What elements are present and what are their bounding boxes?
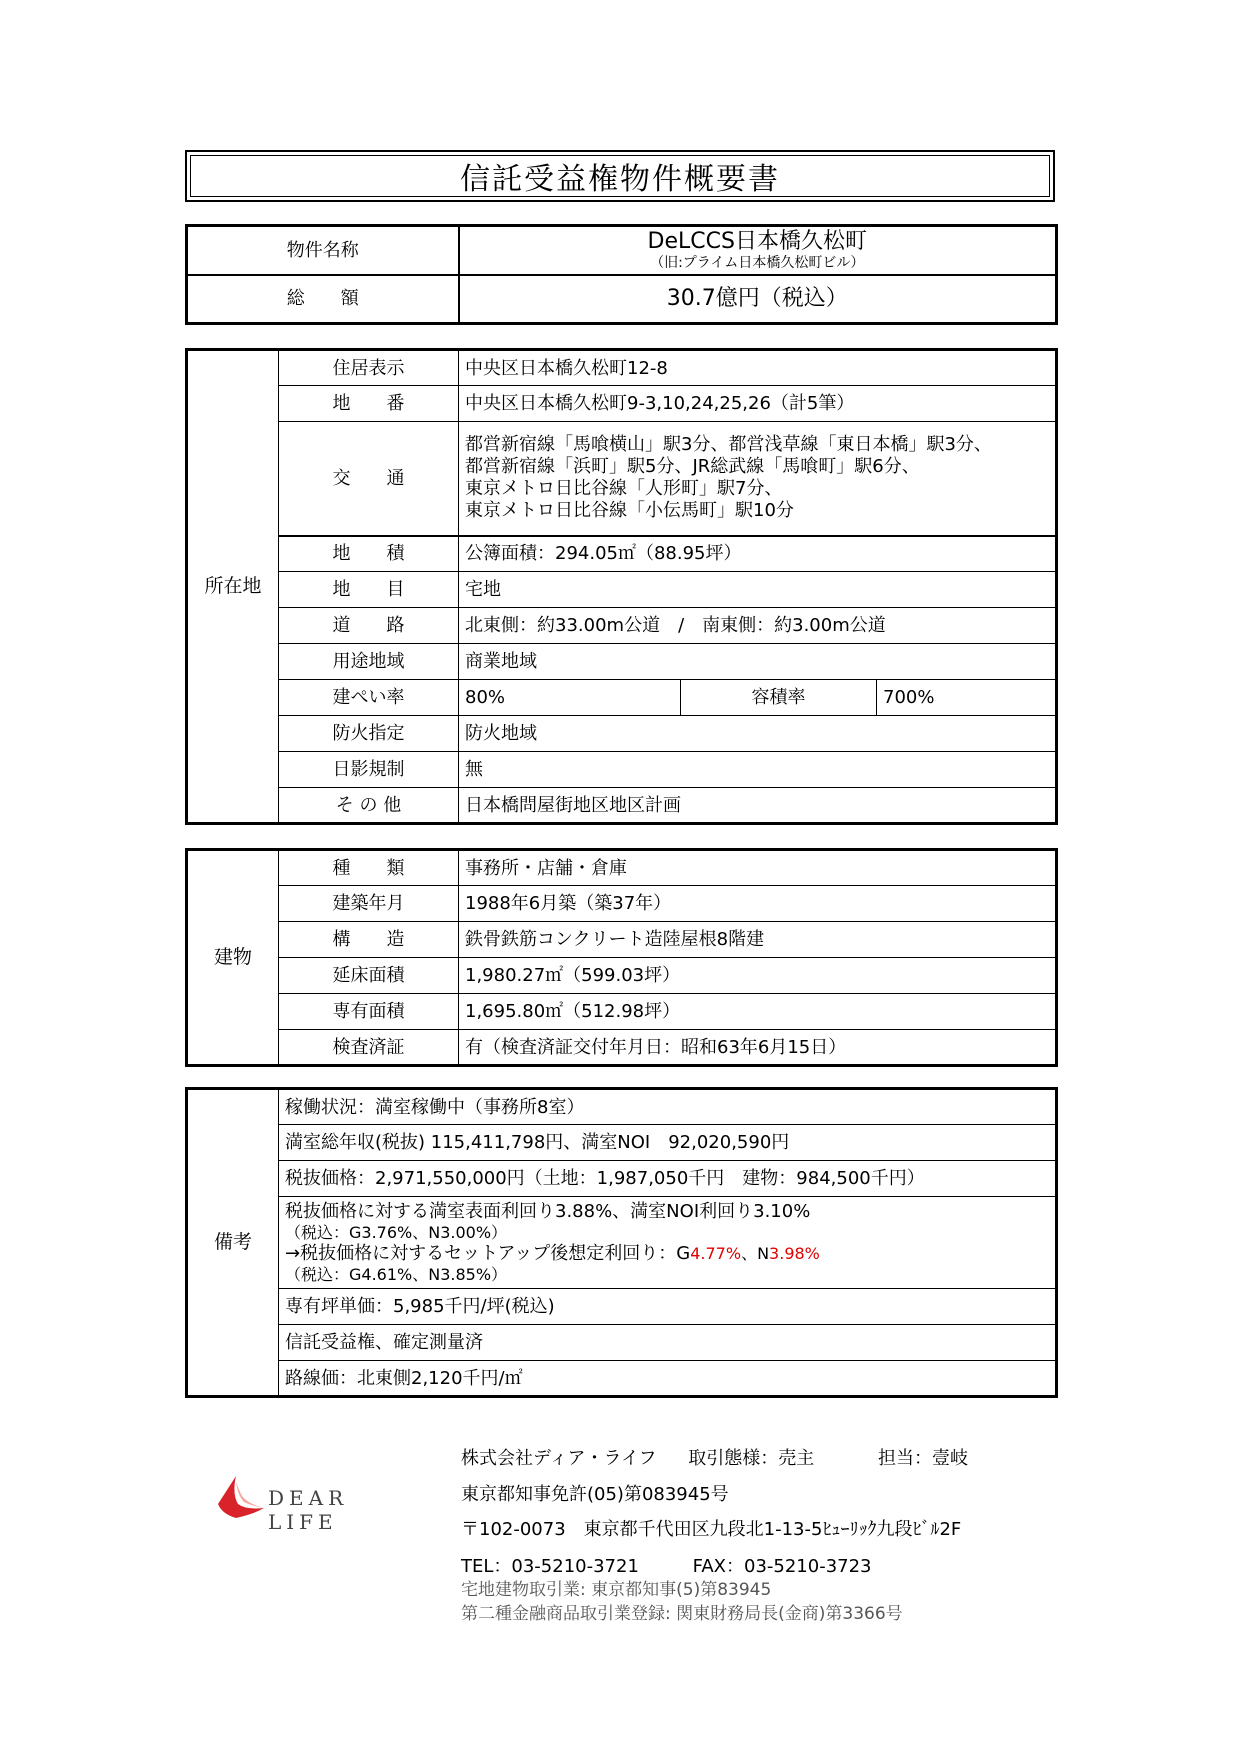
property-former-name: （旧:プライム日本橋久松町ビル） bbox=[650, 255, 865, 272]
yield-text: 、N bbox=[741, 1243, 770, 1263]
logo-text: DEAR LIFE bbox=[268, 1486, 349, 1534]
net-yield: 3.98% bbox=[769, 1243, 820, 1263]
property-name-label: 物件名称 bbox=[187, 226, 459, 275]
total-price-label: 総 額 bbox=[187, 275, 459, 324]
transport-line: 東京メトロ日比谷線「小伝馬町」駅10分 bbox=[465, 500, 794, 522]
row-value: 中央区日本橋久松町9-3,10,24,25,26（計5筆） bbox=[459, 386, 1057, 422]
remarks-category: 備考 bbox=[187, 1089, 279, 1397]
summary-table bbox=[185, 224, 1058, 325]
location-table bbox=[185, 348, 1058, 825]
trust-note: 信託受益権、確定測量済 bbox=[279, 1325, 1057, 1361]
unit-price: 専有坪単価：5,985千円/坪(税込) bbox=[279, 1289, 1057, 1325]
yield-line: 税抜価格に対する満室表面利回り3.88%、満室NOI利回り3.10% bbox=[285, 1200, 811, 1222]
price-breakdown: 税抜価格：2,971,550,000円（土地：1,987,050千円 建物：984,500千円） bbox=[279, 1161, 1057, 1197]
total-price: 30.7億円（税込） bbox=[459, 275, 1057, 324]
document-title: 信託受益権物件概要書 bbox=[190, 155, 1050, 197]
company-address: 〒102-0073 東京都千代田区九段北1-13-5ﾋｭｰﾘｯｸ九段ﾋﾞﾙ2F bbox=[461, 1519, 962, 1540]
row-label: 日影規制 bbox=[279, 752, 459, 788]
row-label: 建築年月 bbox=[279, 886, 459, 922]
row-label: 検査済証 bbox=[279, 1030, 459, 1066]
row-label: 建ぺい率 bbox=[279, 680, 459, 716]
row-value: 1,980.27㎡（599.03坪） bbox=[459, 958, 1057, 994]
yield-line-setup bbox=[285, 1243, 1049, 1264]
transport-line: 都営新宿線「馬喰横山」駅3分、都営浅草線「東日本橋」駅3分、 bbox=[465, 434, 992, 456]
row-value: 中央区日本橋久松町12-8 bbox=[459, 350, 1057, 386]
company-logo bbox=[208, 1474, 408, 1534]
title-box bbox=[185, 150, 1055, 202]
row-value: 1988年6月築（築37年） bbox=[459, 886, 1057, 922]
yield-text: →税抜価格に対するセットアップ後想定利回り：G bbox=[285, 1242, 691, 1264]
building-table bbox=[185, 848, 1058, 1067]
fax-number: FAX：03-5210-3723 bbox=[692, 1556, 872, 1577]
deal-type: 取引態様：売主 bbox=[688, 1448, 815, 1469]
row-label: 地 番 bbox=[279, 386, 459, 422]
row-label: 交 通 bbox=[279, 422, 459, 536]
floor-area-ratio-label: 容積率 bbox=[681, 680, 877, 716]
transport-cell bbox=[459, 422, 1057, 536]
row-label: 種 類 bbox=[279, 850, 459, 886]
transport-line: 東京メトロ日比谷線「人形町」駅7分、 bbox=[465, 478, 783, 500]
row-value: 宅地 bbox=[459, 572, 1057, 608]
road-price: 路線価：北東側2,120千円/㎡ bbox=[279, 1361, 1057, 1397]
remarks-table bbox=[185, 1087, 1058, 1398]
transport-line: 都営新宿線「浜町」駅5分、JR総武線「馬喰町」駅6分、 bbox=[465, 456, 920, 478]
row-value: 鉄骨鉄筋コンクリート造陸屋根8階建 bbox=[459, 922, 1057, 958]
location-category: 所在地 bbox=[187, 350, 279, 824]
property-name: DeLCCS日本橋久松町 bbox=[647, 229, 867, 255]
row-value: 事務所・店舗・倉庫 bbox=[459, 850, 1057, 886]
row-label: 防火指定 bbox=[279, 716, 459, 752]
yield-line: （税込：G4.61%、N3.85%） bbox=[285, 1264, 508, 1284]
row-label: そ の 他 bbox=[279, 788, 459, 824]
annual-income: 満室総年収(税抜) 115,411,798円、満室NOI 92,020,590円 bbox=[279, 1125, 1057, 1161]
row-label: 地 積 bbox=[279, 536, 459, 572]
coverage-ratio: 80% bbox=[459, 680, 681, 716]
row-label: 道 路 bbox=[279, 608, 459, 644]
gross-yield: 4.77% bbox=[690, 1243, 742, 1263]
row-value: 日本橋問屋街地区地区計画 bbox=[459, 788, 1057, 824]
row-label: 延床面積 bbox=[279, 958, 459, 994]
row-value: 公簿面積：294.05㎡（88.95坪） bbox=[459, 536, 1057, 572]
company-name: 株式会社ディア・ライフ bbox=[461, 1448, 657, 1469]
row-label: 住居表示 bbox=[279, 350, 459, 386]
row-value: 有（検査済証交付年月日：昭和63年6月15日） bbox=[459, 1030, 1057, 1066]
person-in-charge: 担当：壹岐 bbox=[877, 1448, 968, 1469]
row-value: 商業地域 bbox=[459, 644, 1057, 680]
yield-cell bbox=[279, 1197, 1057, 1289]
row-label: 用途地域 bbox=[279, 644, 459, 680]
yield-line: （税込：G3.76%、N3.00%） bbox=[285, 1222, 508, 1242]
footer-company-line bbox=[461, 1444, 968, 1470]
row-value: 北東側：約33.00m公道 / 南東側：約3.00m公道 bbox=[459, 608, 1057, 644]
realestate-license: 宅地建物取引業: 東京都知事(5)第83945 bbox=[461, 1580, 772, 1600]
building-category: 建物 bbox=[187, 850, 279, 1066]
license-number: 東京都知事免許(05)第083945号 bbox=[461, 1484, 729, 1505]
row-value: 無 bbox=[459, 752, 1057, 788]
finance-registration: 第二種金融商品取引業登録: 関東財務局長(金商)第3366号 bbox=[461, 1604, 903, 1624]
floor-area-ratio: 700% bbox=[877, 680, 1057, 716]
occupancy-status: 稼働状況：満室稼働中（事務所8室） bbox=[279, 1089, 1057, 1125]
row-label: 専有面積 bbox=[279, 994, 459, 1030]
property-name-cell bbox=[459, 226, 1057, 275]
tel-number: TEL：03-5210-3721 bbox=[461, 1556, 639, 1577]
row-label: 構 造 bbox=[279, 922, 459, 958]
row-value: 防火地域 bbox=[459, 716, 1057, 752]
row-label: 地 目 bbox=[279, 572, 459, 608]
row-value: 1,695.80㎡（512.98坪） bbox=[459, 994, 1057, 1030]
